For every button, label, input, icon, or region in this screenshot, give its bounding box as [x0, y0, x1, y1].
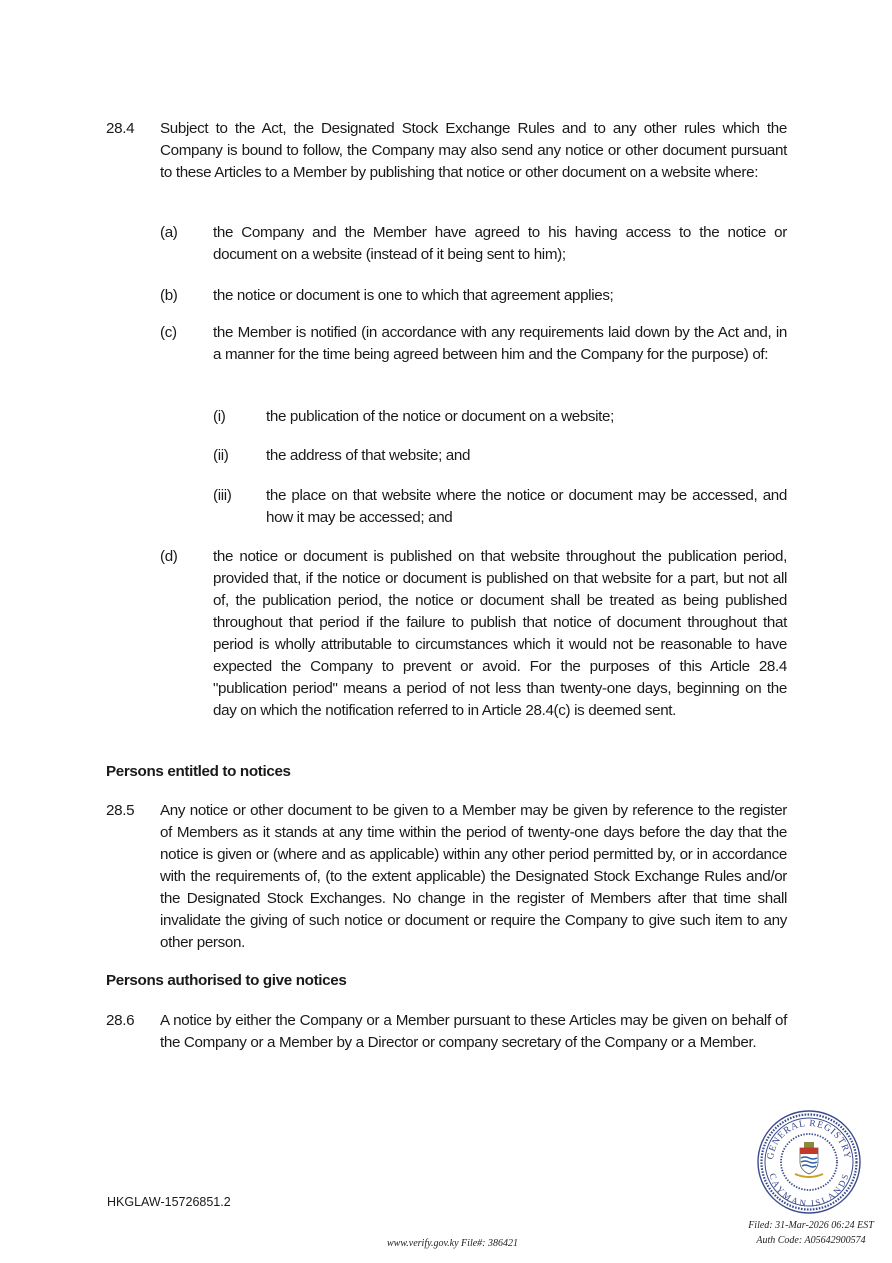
article-28-6	[106, 1010, 787, 1054]
article-28-5	[106, 800, 787, 954]
item-text: the notice or document is published on that website throughout the publication period, provided that, if the notice or document is published on that website for a part, but not all of, the publication period, the notice or document shall be treated as being published throughout that period if the failure to publish that notice of document throughout that period is wholly attributable to circumstances which it would not be reasonable to have expected the Company to prevent or avoid. For the purposes of this Article 28.4 "publication period" means a period of not less than twenty-one days, beginning on the day on which the notification referred to in Article 28.4(c) is deemed sent.	[213, 548, 787, 719]
item-d	[160, 546, 787, 722]
item-c	[160, 322, 787, 366]
item-label: (b)	[160, 287, 178, 304]
coat-of-arms-icon	[795, 1142, 823, 1177]
subitem-label: (ii)	[213, 447, 229, 464]
item-text: the notice or document is one to which that agreement applies;	[213, 287, 614, 304]
subitem-text: the place on that website where the notice or document may be accessed, and how it may be accessed; and	[266, 487, 787, 526]
article-number: 28.6	[106, 1012, 135, 1029]
item-text: the Company and the Member have agreed to his having access to the notice or document on a website (instead of it being sent to him);	[213, 224, 787, 263]
seal-top-text: GENERAL REGISTRY	[765, 1118, 853, 1161]
auth-code: Auth Code: A05642900574	[756, 1235, 866, 1246]
article-text: A notice by either the Company or a Member pursuant to these Articles may be given on behalf of the Company or a Member by a Director or company secretary of the Company or a Member.	[160, 1012, 787, 1051]
verify-url: www.verify.gov.ky File#: 386421	[387, 1238, 518, 1249]
article-number: 28.5	[106, 802, 135, 819]
subitem-ii	[213, 445, 787, 467]
subitem-i	[213, 406, 787, 428]
general-registry-seal-icon	[755, 1108, 863, 1216]
section-heading-entitled: Persons entitled to notices	[106, 763, 291, 780]
article-text: Any notice or other document to be given to a Member may be given by reference to the register of Members as it stands at any time within the period of twenty-one days before the day that the notice is given or (where and as applicable) within any other period permitted by, or in accordance with the requirements of, (to the extent applicable) the Designated Stock Exchange Rules and/or the Designated Stock Exchanges. No change in the register of Members after that time shall invalidate the giving of such notice or document or require the Company to give such item to any other person.	[160, 802, 787, 951]
subitem-iii	[213, 485, 787, 529]
document-reference: HKGLAW-15726851.2	[107, 1195, 231, 1209]
seal-bottom-text: CAYMAN ISLANDS	[767, 1172, 851, 1209]
article-28-4	[106, 118, 787, 184]
subitem-label: (i)	[213, 408, 226, 425]
item-b	[160, 285, 787, 307]
item-label: (a)	[160, 224, 178, 241]
section-heading-authorised: Persons authorised to give notices	[106, 972, 347, 989]
item-a	[160, 222, 787, 266]
article-number: 28.4	[106, 120, 135, 137]
item-text: the Member is notified (in accordance with any requirements laid down by the Act and, in a manner for the time being agreed between him and the Company for the purpose) of:	[213, 324, 787, 363]
subitem-text: the publication of the notice or document on a website;	[266, 408, 615, 425]
subitem-label: (iii)	[213, 487, 232, 504]
article-text: Subject to the Act, the Designated Stock Exchange Rules and to any other rules which the Company is bound to follow, the Company may also send any notice or other document pursuant to these Articles to a Member by publishing that notice or other document on a website where:	[160, 120, 787, 181]
subitem-text: the address of that website; and	[266, 447, 471, 464]
item-label: (c)	[160, 324, 177, 341]
item-label: (d)	[160, 548, 178, 565]
filed-timestamp: Filed: 31-Mar-2026 06:24 EST	[748, 1220, 874, 1231]
